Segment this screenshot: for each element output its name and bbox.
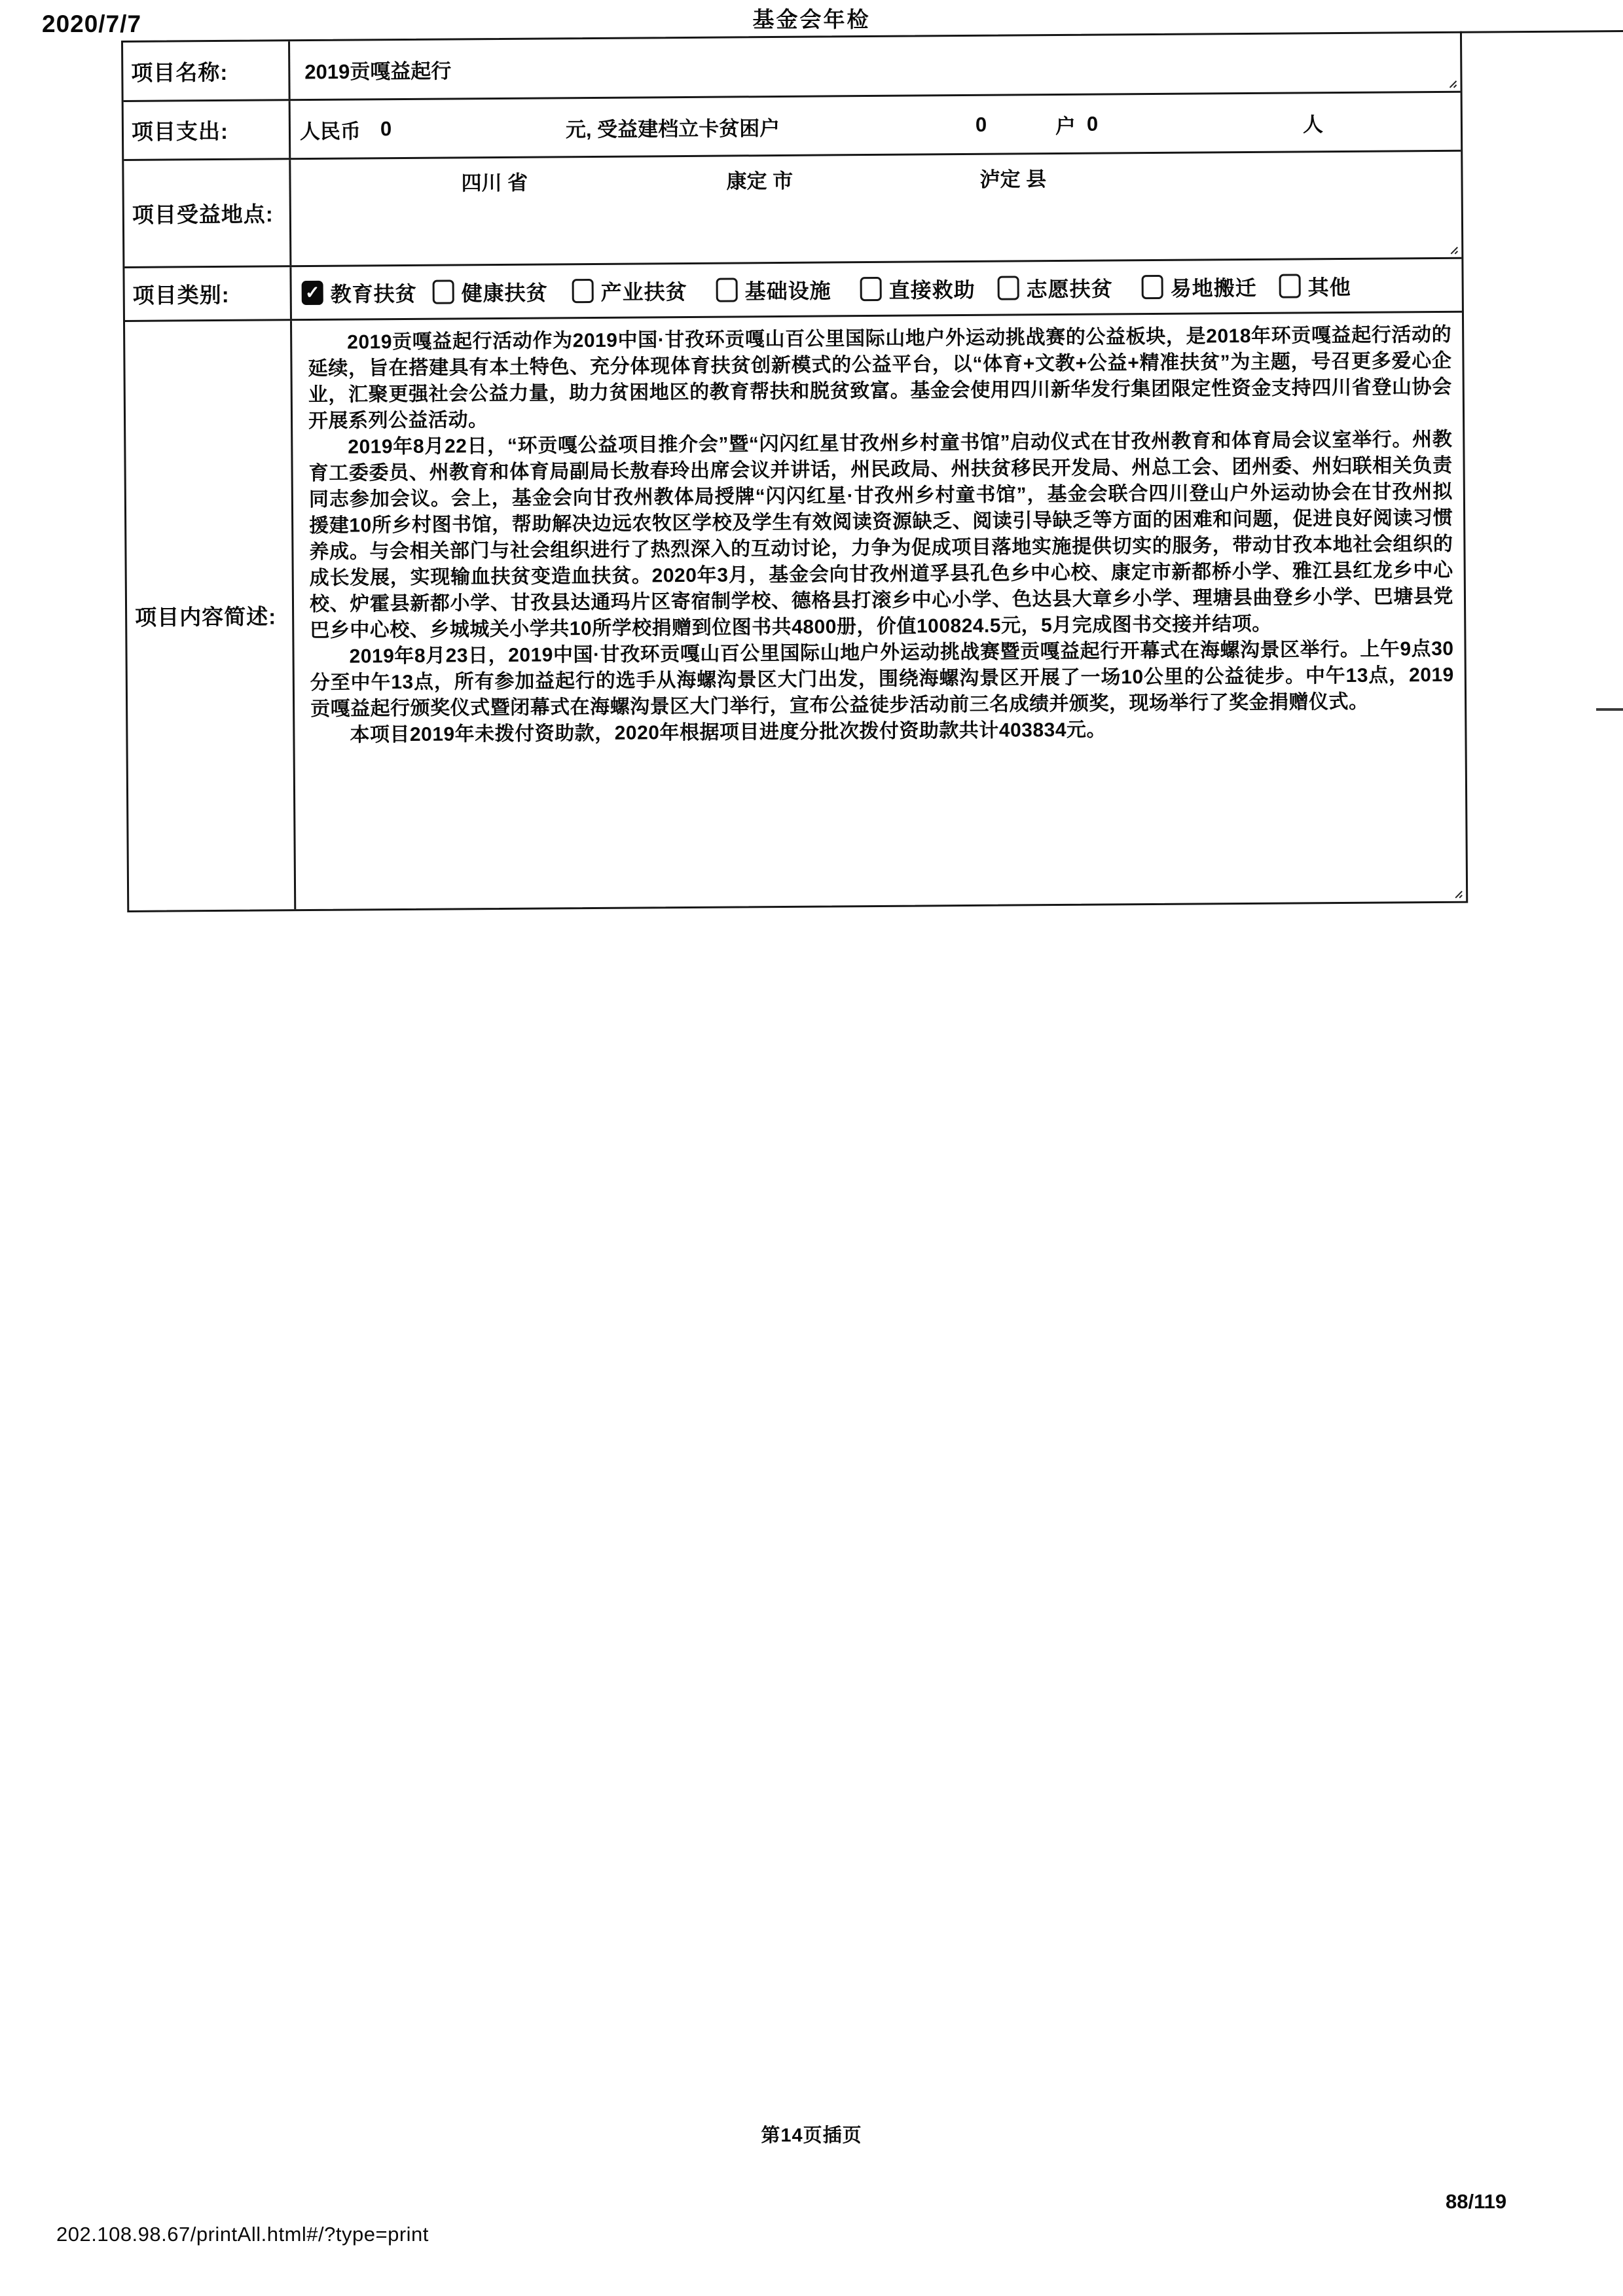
scan-artifact-dash bbox=[1596, 708, 1623, 711]
print-source-url: 202.108.98.67/printAll.html#/?type=print bbox=[56, 2223, 429, 2246]
print-date: 2020/7/7 bbox=[42, 10, 142, 37]
description-paragraph: 2019年8月22日，“环贡嘎公益项目推介会”暨“闪闪红星甘孜州乡村童书馆”启动仪式在甘孜州教育和体育局会议室举行。州教育工委委员、州教育和体育局副局长敖春玲出席会议并讲话，州民政局、州扶贫移民开发局、州总工会、团州委、州妇联相关负责同志参加会议。会上，基金会向甘孜州教体局授牌“闪闪红星·甘孜州乡村童书馆”，基金会联合四川登山户外运动协会在甘孜州拟援建10所乡村图书馆，帮助解决边远农牧区学校及学生有效阅读资源缺乏、阅读引导缺乏等方面的困难和问题，促进良好阅读习惯养成。与会相关部门与社会组织进行了热烈深入的互动讨论，力争为促成项目落地实施提供切实的服务，带动甘孜本地社会组织的成长发展，实现输血扶贫变造血扶贫。2020年3月，基金会向甘孜州道孚县孔色乡中心校、康定市新都桥小学、雅江县红龙乡中心校、炉霍县新都小学、甘孜县达通玛片区寄宿制学校、德格县打滚乡中心小学、色达县大章乡小学、理塘县曲登乡小学、巴塘县党巴乡中心校、乡城城关小学共10所学校捐赠到位图书共4800册，价值100824.5元，5月完成图书交接并结项。 bbox=[308, 428, 1454, 642]
project-expense-label bbox=[124, 101, 291, 159]
county-value[interactable]: 泸定 县 bbox=[979, 168, 1047, 191]
category-option-health[interactable] bbox=[433, 276, 548, 307]
project-expense-label-text: 项目支出: bbox=[131, 118, 229, 144]
row-project-name bbox=[123, 33, 1461, 100]
currency-label: 人民币 bbox=[299, 119, 361, 143]
page-title: 基金会年检 bbox=[752, 7, 871, 31]
beneficiary-label: 元, 受益建档立卡贫困户 bbox=[565, 116, 780, 141]
resize-grip-glyph bbox=[1447, 243, 1458, 255]
resize-grip-glyph bbox=[1446, 77, 1457, 88]
resize-grip-icon[interactable] bbox=[1446, 77, 1457, 88]
project-name-label-text: 项目名称: bbox=[131, 60, 228, 85]
project-name-value[interactable]: 2019贡嘎益起行 bbox=[304, 59, 452, 84]
category-option-label: 基础设施 bbox=[744, 278, 831, 303]
description-paragraph: 2019贡嘎益起行活动作为2019中国·甘孜环贡嘎山百公里国际山地户外运动挑战赛的公益板块，是2018年环贡嘎益起行活动的延续，旨在搭建具有本土特色、充分体现体育扶贫创新模式的公益平台，以“体育+文教+公益+精准扶贫”为主题，号召更多爱心企业，汇聚更强社会公益力量，助力贫困地区的教育帮扶和脱贫致富。基金会使用四川新华发行集团限定性资金支持四川省登山协会开展系列公益活动。 bbox=[308, 323, 1452, 433]
checkbox-other-icon[interactable] bbox=[1279, 274, 1301, 298]
project-category-label bbox=[124, 267, 292, 320]
category-option-volunteer[interactable] bbox=[998, 272, 1113, 303]
category-option-other[interactable] bbox=[1279, 270, 1351, 301]
checkbox-industry-icon[interactable] bbox=[572, 279, 594, 303]
page-number: 88/119 bbox=[1446, 2190, 1507, 2213]
category-option-label: 产业扶贫 bbox=[600, 279, 687, 304]
checkbox-education-icon[interactable] bbox=[302, 281, 323, 305]
category-option-direct-aid[interactable] bbox=[860, 273, 976, 304]
households-input[interactable]: 0 bbox=[975, 113, 987, 136]
project-name-label bbox=[123, 41, 291, 100]
checkbox-health-icon[interactable] bbox=[433, 279, 454, 304]
project-category-field bbox=[291, 259, 1462, 319]
category-option-label: 易地搬迁 bbox=[1170, 276, 1257, 300]
project-location-label-text: 项目受益地点: bbox=[132, 202, 274, 227]
category-option-label: 教育扶贫 bbox=[330, 281, 417, 306]
category-option-label: 志愿扶贫 bbox=[1026, 276, 1113, 301]
household-unit-label: 户 bbox=[1055, 114, 1076, 138]
resize-grip-icon[interactable] bbox=[1447, 243, 1458, 255]
category-option-relocation[interactable] bbox=[1142, 271, 1257, 302]
category-option-industry[interactable] bbox=[572, 275, 687, 306]
project-location-field[interactable] bbox=[291, 152, 1461, 265]
checkbox-relocation-icon[interactable] bbox=[1142, 275, 1163, 299]
category-option-infrastructure[interactable] bbox=[716, 274, 831, 305]
row-project-category bbox=[124, 257, 1462, 320]
project-category-label-text: 项目类别: bbox=[132, 282, 230, 308]
checkbox-direct-aid-icon[interactable] bbox=[860, 277, 882, 301]
project-location-label bbox=[124, 160, 291, 266]
resize-grip-icon[interactable] bbox=[1451, 888, 1463, 899]
people-unit-label: 人 bbox=[1302, 113, 1324, 136]
scan-line-artifact bbox=[1460, 30, 1623, 33]
location-values-line bbox=[291, 160, 1461, 196]
province-value[interactable]: 四川 省 bbox=[461, 171, 528, 195]
category-option-label: 其他 bbox=[1307, 275, 1351, 299]
description-paragraph: 2019年8月23日，2019中国·甘孜环贡嘎山百公里国际山地户外运动挑战赛暨贡嘎益起行开幕式在海螺沟景区举行。上午9点30分至中午13点，所有参加益起行的选手从海螺沟景区大门出发，围绕海螺沟景区开展了一场10公里的公益徒步。中午13点，2019贡嘎益起行颁奖仪式暨闭幕式在海螺沟景区大门举行，宣布公益徒步活动前三名成绩并颁奖，现场举行了奖金捐赠仪式。 bbox=[310, 637, 1454, 721]
resize-grip-glyph bbox=[1451, 888, 1463, 899]
row-project-location bbox=[124, 150, 1461, 266]
insert-page-note: 第14页插页 bbox=[761, 2125, 862, 2146]
checkbox-infrastructure-icon[interactable] bbox=[716, 278, 738, 302]
row-project-description bbox=[125, 311, 1466, 910]
expense-amount-input[interactable]: 0 bbox=[380, 117, 392, 140]
checkbox-volunteer-icon[interactable] bbox=[998, 276, 1019, 300]
project-description-label bbox=[125, 321, 296, 910]
category-option-education[interactable] bbox=[302, 277, 417, 308]
form-table-wrapper bbox=[121, 30, 1623, 912]
category-option-label: 健康扶贫 bbox=[461, 280, 548, 305]
project-form-table bbox=[121, 31, 1468, 912]
project-description-text bbox=[292, 313, 1465, 749]
project-description-label-text: 项目内容简述: bbox=[135, 604, 277, 630]
description-paragraph: 本项目2019年未拨付资助款，2020年根据项目进度分批次拨付资助款共计403834元。 bbox=[350, 719, 1107, 746]
category-option-label: 直接救助 bbox=[888, 278, 976, 302]
city-value[interactable]: 康定 市 bbox=[726, 169, 793, 193]
project-name-field[interactable] bbox=[290, 33, 1461, 99]
checkmark-glyph: ✓ bbox=[304, 282, 320, 303]
project-expense-field bbox=[291, 93, 1461, 158]
row-project-expense bbox=[124, 91, 1461, 159]
people-input[interactable]: 0 bbox=[1086, 112, 1099, 135]
project-description-field[interactable] bbox=[292, 313, 1466, 909]
